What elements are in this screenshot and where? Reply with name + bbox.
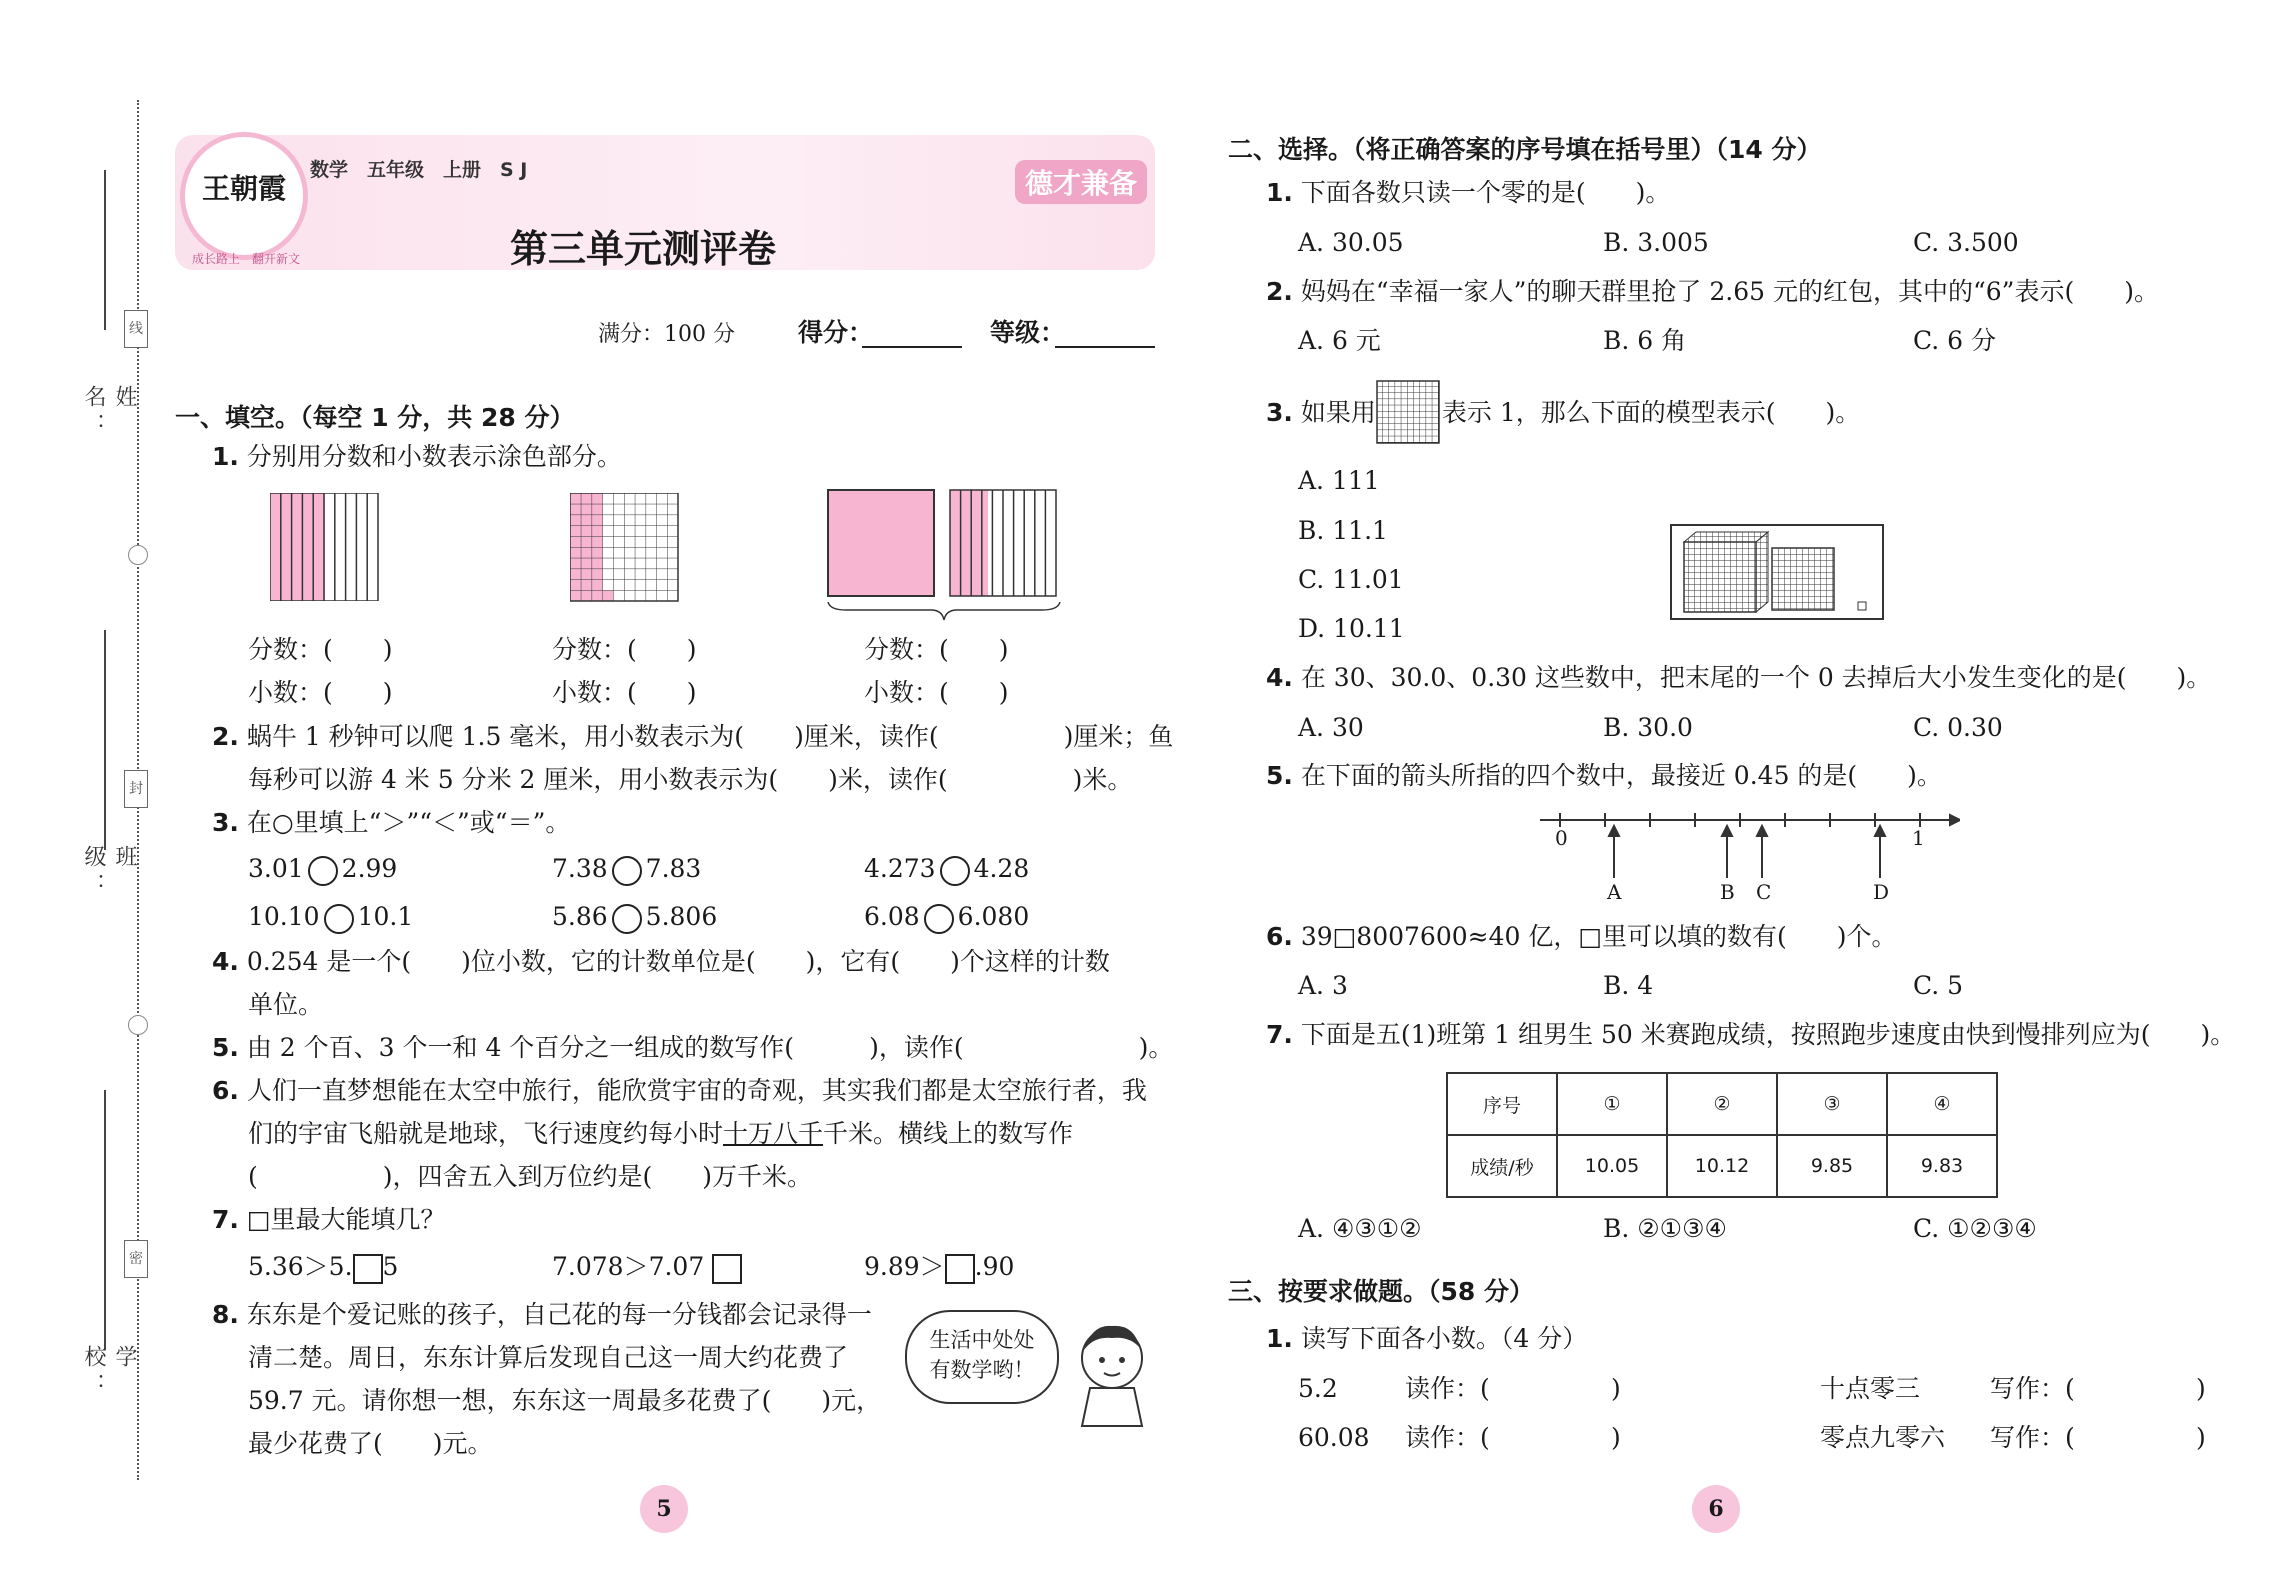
score-label: 得分：: [798, 318, 874, 347]
compare-item: 7.38 7.83: [552, 852, 701, 886]
decimal-number: 5.2: [1298, 1374, 1338, 1403]
q1-6-line1: 6. 人们一直梦想能在太空中旅行，能欣赏宇宙的奇观，其实我们都是太空旅行者，我: [212, 1076, 1147, 1105]
q1-7: 7. □里最大能填几？: [212, 1205, 446, 1234]
arrow-label-d: D: [1873, 880, 1890, 904]
table-header-cell: ②: [1667, 1073, 1777, 1135]
write-answer[interactable]: 写作：(: [1990, 1423, 2075, 1452]
grade-field[interactable]: [1055, 346, 1155, 348]
page-title: 第三单元测评卷: [510, 227, 777, 271]
table-header-cell: ③: [1777, 1073, 1887, 1135]
q1-8-line3: 59.7 元。请你想一想，东东这一周最多花费了( )元，: [248, 1386, 882, 1415]
table-row: [1447, 1073, 1997, 1135]
option[interactable]: A. 111: [1298, 466, 1380, 495]
option[interactable]: B. 6 角: [1603, 326, 1687, 355]
section1-heading: 一、填空。（每空 1 分，共 28 分）: [175, 403, 575, 432]
option[interactable]: C. 0.30: [1913, 713, 2003, 742]
table-row: [1447, 1135, 1997, 1197]
results-table: [1446, 1072, 1998, 1198]
answer-box[interactable]: [945, 1254, 975, 1284]
brand-motto: 成长路上 翻开新文: [192, 252, 301, 266]
table-cell: 9.85: [1777, 1135, 1887, 1197]
option[interactable]: A. 30: [1298, 713, 1364, 742]
fill-box-item: 7.078＞7.07: [552, 1250, 742, 1284]
page-number-left: 5: [640, 1485, 688, 1533]
table-cell: 成绩/秒: [1447, 1135, 1557, 1197]
school-label: 学 校：: [81, 1345, 137, 1401]
brand-logo: [180, 132, 308, 260]
compare-item: 10.10 10.1: [248, 900, 413, 934]
option[interactable]: B. 3.005: [1603, 228, 1709, 257]
q1-2-line1: 2. 蜗牛 1 秒钟可以爬 1.5 毫米，用小数表示为( )厘米，读作( )厘米；鱼: [212, 722, 1174, 751]
tag-secret: 密: [124, 1240, 148, 1278]
compare-item: 6.08 6.080: [864, 900, 1029, 934]
option[interactable]: B. 4: [1603, 971, 1654, 1000]
option[interactable]: C. 5: [1913, 971, 1964, 1000]
frac-answer-3[interactable]: 分数：( ): [864, 635, 1009, 664]
option[interactable]: A. 6 元: [1298, 326, 1381, 355]
option[interactable]: B. ②①③④: [1603, 1214, 1727, 1243]
table-header-cell: ①: [1557, 1073, 1667, 1135]
q1-8-line1: 8. 东东是个爱记账的孩子，自己花的每一分钱都会记录得一: [212, 1300, 872, 1329]
section2-heading: 二、选择。（将正确答案的序号填在括号里）（14 分）: [1228, 135, 1822, 164]
cube-model-figure: [1670, 524, 1884, 620]
compare-circle[interactable]: [308, 856, 338, 886]
punch-hole-icon: [128, 545, 148, 565]
brand-name: 王朝霞: [201, 172, 286, 205]
table-header-cell: ④: [1887, 1073, 1997, 1135]
read-answer[interactable]: 读作：(: [1405, 1423, 1490, 1452]
badge: 德才兼备: [1015, 160, 1147, 204]
answer-box[interactable]: [712, 1254, 742, 1284]
unit-grid-icon: [1376, 380, 1440, 444]
score-field[interactable]: [862, 346, 962, 348]
q1-4-line2: 单位。: [248, 990, 324, 1019]
name-label: 姓 名：: [81, 385, 137, 441]
section3-heading: 三、按要求做题。（58 分）: [1228, 1277, 1534, 1306]
full-score: 满分：100 分: [598, 322, 735, 347]
q2-4: 4. 在 30、30.0、0.30 这些数中，把末尾的一个 0 去掉后大小发生变化的是( )。: [1266, 663, 2212, 692]
frac-answer-2[interactable]: 分数：( ): [552, 635, 697, 664]
frac-answer-1[interactable]: 分数：( ): [248, 635, 393, 664]
option[interactable]: A. 30.05: [1298, 228, 1404, 257]
table-cell: 9.83: [1887, 1135, 1997, 1197]
subject-line: 数学 五年级 上册 S J: [310, 159, 528, 181]
fill-box-item: 9.89＞ .90: [864, 1250, 1014, 1284]
q2-1: 1. 下面各数只读一个零的是( )。: [1266, 178, 1671, 207]
q1-4-line1: 4. 0.254 是一个( )位小数，它的计数单位是( )，它有( )个这样的计数: [212, 947, 1110, 976]
speech-bubble: 生活中处处 有数学哟！: [905, 1310, 1059, 1404]
compare-circle[interactable]: [612, 856, 642, 886]
compare-circle[interactable]: [940, 856, 970, 886]
q1-3: 3. 在○里填上“＞”“＜”或“＝”。: [212, 808, 571, 837]
dec-answer-1[interactable]: 小数：( ): [248, 678, 393, 707]
number-line-figure: [1540, 808, 1960, 898]
compare-circle[interactable]: [324, 904, 354, 934]
option[interactable]: C. 11.01: [1298, 565, 1404, 594]
option[interactable]: A. 3: [1298, 971, 1348, 1000]
figure-mixed: [826, 488, 1076, 623]
q2-5: 5. 在下面的箭头所指的四个数中，最接近 0.45 的是( )。: [1266, 761, 1942, 790]
option[interactable]: C. ①②③④: [1913, 1214, 2037, 1243]
q3-1: 1. 读写下面各小数。（4 分）: [1266, 1324, 1588, 1353]
q2-6: 6. 39□8007600≈40 亿，□里可以填的数有( )个。: [1266, 922, 1897, 951]
dec-answer-2[interactable]: 小数：( ): [552, 678, 697, 707]
figure-hundredths-grid: [570, 493, 680, 603]
option[interactable]: C. 3.500: [1913, 228, 2019, 257]
table-cell: 10.05: [1557, 1135, 1667, 1197]
option[interactable]: B. 30.0: [1603, 713, 1693, 742]
read-answer[interactable]: 读作：(: [1405, 1374, 1490, 1403]
q1-8-line2: 清二楚。周日，东东计算后发现自己这一周大约花费了: [248, 1343, 849, 1372]
figure-tenths-strip: [270, 493, 380, 601]
q1-2-line2: 每秒可以游 4 米 5 分米 2 厘米，用小数表示为( )米，读作( )米。: [248, 765, 1133, 794]
table-header-cell: 序号: [1447, 1073, 1557, 1135]
compare-item: 5.86 5.806: [552, 900, 717, 934]
q1-6-line2: 们的宇宙飞船就是地球，飞行速度约每小时十万八千千米。横线上的数写作: [248, 1119, 1074, 1148]
tag-seal: 封: [124, 770, 148, 808]
class-label: 班 级：: [81, 845, 137, 901]
option[interactable]: B. 11.1: [1298, 516, 1388, 545]
decimal-number: 60.08: [1298, 1423, 1370, 1452]
compare-circle[interactable]: [924, 904, 954, 934]
option[interactable]: D. 10.11: [1298, 614, 1405, 643]
chinese-number: 零点九零六: [1820, 1423, 1946, 1452]
option[interactable]: C. 6 分: [1913, 326, 1996, 355]
numberline-one: 1: [1912, 826, 1925, 850]
punch-hole-icon: [128, 1015, 148, 1035]
compare-item: 4.273 4.28: [864, 852, 1029, 886]
fill-box-item: 5.36＞5. 5: [248, 1250, 398, 1284]
q1-8-line4: 最少花费了( )元。: [248, 1429, 493, 1458]
q2-2: 2. 妈妈在“幸福一家人”的聊天群里抢了 2.65 元的红包，其中的“6”表示( )。: [1266, 277, 2159, 306]
q2-7: 7. 下面是五(1)班第 1 组男生 50 米赛跑成绩，按照跑步速度由快到慢排列应为( )。: [1266, 1020, 2236, 1049]
table-cell: 10.12: [1667, 1135, 1777, 1197]
compare-circle[interactable]: [612, 904, 642, 934]
arrow-label-a: A: [1607, 880, 1622, 904]
answer-box[interactable]: [353, 1254, 383, 1284]
grade-label: 等级：: [990, 318, 1066, 347]
numberline-zero: 0: [1555, 826, 1568, 850]
option[interactable]: A. ④③①②: [1298, 1214, 1422, 1243]
boy-cartoon-icon: [1072, 1318, 1152, 1428]
chinese-number: 十点零三: [1820, 1374, 1921, 1403]
q1-6-line3: ( )，四舍五入到万位约是( )万千米。: [248, 1162, 813, 1191]
compare-item: 3.01 2.99: [248, 852, 397, 886]
arrow-label-c: C: [1756, 880, 1772, 904]
q2-3: 3. 如果用 表示 1，那么下面的模型表示( )。: [1266, 398, 1861, 427]
tag-line: 线: [124, 310, 148, 348]
q1-5: 5. 由 2 个百、3 个一和 4 个百分之一组成的数写作( )，读作( )。: [212, 1033, 1174, 1062]
q1-1: 1. 分别用分数和小数表示涂色部分。: [212, 442, 622, 471]
page-number-right: 6: [1692, 1485, 1740, 1533]
dec-answer-3[interactable]: 小数：( ): [864, 678, 1009, 707]
write-answer[interactable]: 写作：(: [1990, 1374, 2075, 1403]
arrow-label-b: B: [1720, 880, 1735, 904]
